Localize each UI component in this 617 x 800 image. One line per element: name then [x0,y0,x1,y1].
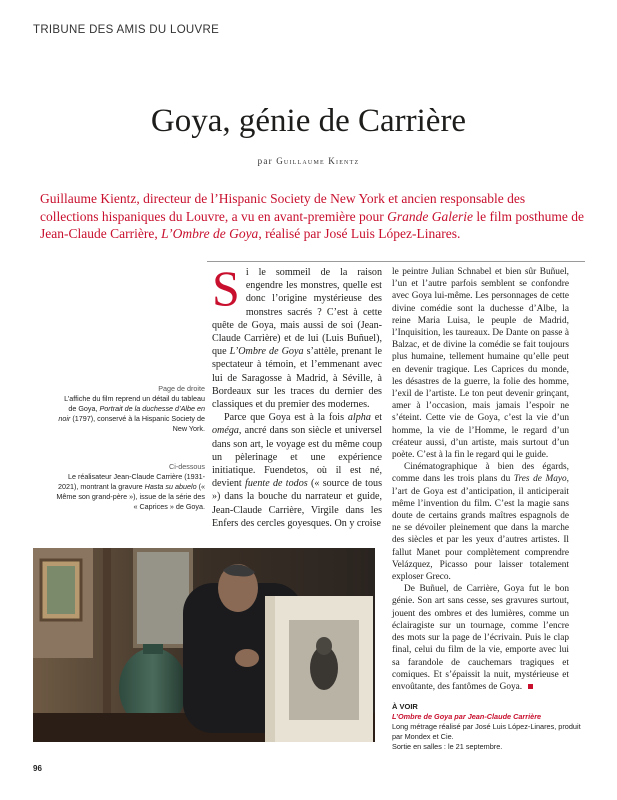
body-column-2 [392,266,569,693]
p2-and: et [370,412,383,424]
p2-alpha: alpha [347,412,371,424]
body-column-1 [212,260,383,530]
a-voir-release: Sortie en salles : le 21 septembre. [392,742,503,751]
caption-photo-a: Le réalisateur Jean-Claude Carrière (1931-2021), montrant la gravure [57,472,205,491]
caption-photo-title: Hasta su abuelo [144,482,197,491]
a-voir-film-title: L’Ombre de Goya par Jean-Claude Carrière [392,712,542,721]
caption-poster [55,384,205,434]
a-voir-heading: À VOIR [392,702,418,711]
p1-a: i le sommeil de la raison engendre les monstres, quelle est donc l’origine mystérieuse des monstres sacrés ? C’est à cette quête de Goya, mais aussi de soi (Jean-Claude Carrière) et de lui (Luis Buñuel), que [212,267,382,358]
p3-a: Cinématographique à bien des égards, comme dans les trois plans du [392,462,569,485]
p2-b: , ancré dans son siècle et universel dans son art, le voyage est du même coup un pèlerinage et une expérience initiatique. Fuendetos, où il est né, devient [212,425,382,490]
caption-poster-title: Portrait de la duchesse d’Albe en noir [58,404,205,423]
caption-poster-a: L’affiche du film reprend un détail du tableau de Goya, [64,394,205,413]
caption-poster-b: (1797), conservé à la Hispanic Society de New York. [70,414,205,433]
chapo-film-title: L’Ombre de Goya [161,226,259,241]
body-paragraph-2-continued: le peintre Julian Schnabel et bien sûr Buñuel, l’un et l’autre parfois semblent se confondre avec Goya lui-même. Les personnages de cette divine comédie sont la duchesse d’Albe, la reine Maria Luisa, le peuple de Madrid, l’Inquisition, les taureaux. De Dante on passe à Balzac, et de divine la comédie se fait toujours plus humaine, tellement humaine qu’elle peut en devenir tragique. Les Caprices du monde, les désastres de la guerre, la folie des homme, l’exil de l’artiste. Le ton peut devenir grinçant, amer à l’occasion, mais jamais l’espoir ne s’éteint. Cette vie de Goya, c’est la vie d’un homme, la vie de l’Homme, le regard d’un créateur aussi, d’un artiste, mais surtout d’un poète. C’est à la fin le regard qui le guide. [392,267,569,461]
caption-photo-b: (« Même son grand-père »), issue de la série des « Caprices » de Goya. [56,482,205,511]
p2-a: Parce que Goya est à la fois [224,412,348,424]
p2-fuente: fuente de todos [245,478,308,490]
a-voir-details: Long métrage réalisé par José Luis López-Linares, produit par Mondex et Cie. [392,722,581,741]
caption-photo [55,462,205,512]
p1-b: s’attèle, prenant le spectateur à témoin, et l’emmenant avec lui de Saragosse à Madrid, à Séville, à Bordeaux sur les traces du dernier des classiques et du premier des modernes. [212,346,382,411]
article-title: Goya, génie de Carrière [150,103,467,139]
p4-text: De Buñuel, de Carrière, Goya fut le bon génie. Son art sans cesse, ses gravures surtout, jouent des ombres et des lumières, comme un éclairagiste sur un tournage, comme l’encre des mots sur la page de l’écrivain. Puis le clap final, celui du film de la vie, emporte avec lui sa farandole de cauchemars tragiques et comiques. Et s’épaissit la nuit, mystérieuse et envoûtante, des fantômes de Goya. [392,584,569,692]
caption-photo-text [55,472,205,512]
byline-author: Guillaume Kientz [276,156,360,166]
byline [0,156,617,166]
page-number: 96 [33,764,42,773]
chapo-text-1: Guillaume Kientz, directeur de l’Hispanic Society de New York et ancien responsable des collections hispaniques du Louvre, a vu en avant-première pour [40,191,526,224]
p3-b: , l’art de Goya est d’anticipation, il anticiperait même l’invention du film. C’est la magie sans doute de certains grands maîtres espagnols de ne se dévoiler pleinement que dans la marche des siècles et par les yeux d’autres artistes. Il fallut Manet pour complètement comprendre Velázquez, Picasso pour laisser totalement exploser Greco. [392,474,569,583]
standfirst-divider [207,261,585,262]
p1-film: L’Ombre de Goya [229,346,304,358]
photo-illustration [33,548,375,742]
section-label: TRIBUNE DES AMIS DU LOUVRE [33,24,220,36]
caption-photo-lead: Ci-dessous [169,462,205,471]
body-paragraph-2 [212,411,382,530]
p2-omega: oméga [212,425,239,437]
caption-poster-text [55,394,205,434]
body-paragraph-4 [392,583,569,693]
a-voir-box [392,702,592,752]
chapo-text-2: le film posthume de Jean-Claude Carrière, [40,208,584,241]
article-standfirst [40,190,585,243]
p3-tres: Tres de Mayo [513,474,567,485]
drop-cap: S [212,260,240,316]
p2-c: (« source de tous ») dans la bouche du narrateur et guide, Jean-Claude Carrière, Virgile dans les Enfers des cercles goyesques. On y croise [212,478,382,529]
photo-carriere-goya-print [33,548,375,742]
byline-prefix: par [257,156,273,166]
body-paragraph-1 [212,260,382,411]
chapo-text-3: , réalisé par José Luis López-Linares. [258,226,461,241]
body-paragraph-3 [392,461,569,583]
caption-poster-lead: Page de droite [158,384,205,393]
end-of-article-square-icon [528,684,533,689]
chapo-magazine: Grande Galerie [387,208,473,224]
